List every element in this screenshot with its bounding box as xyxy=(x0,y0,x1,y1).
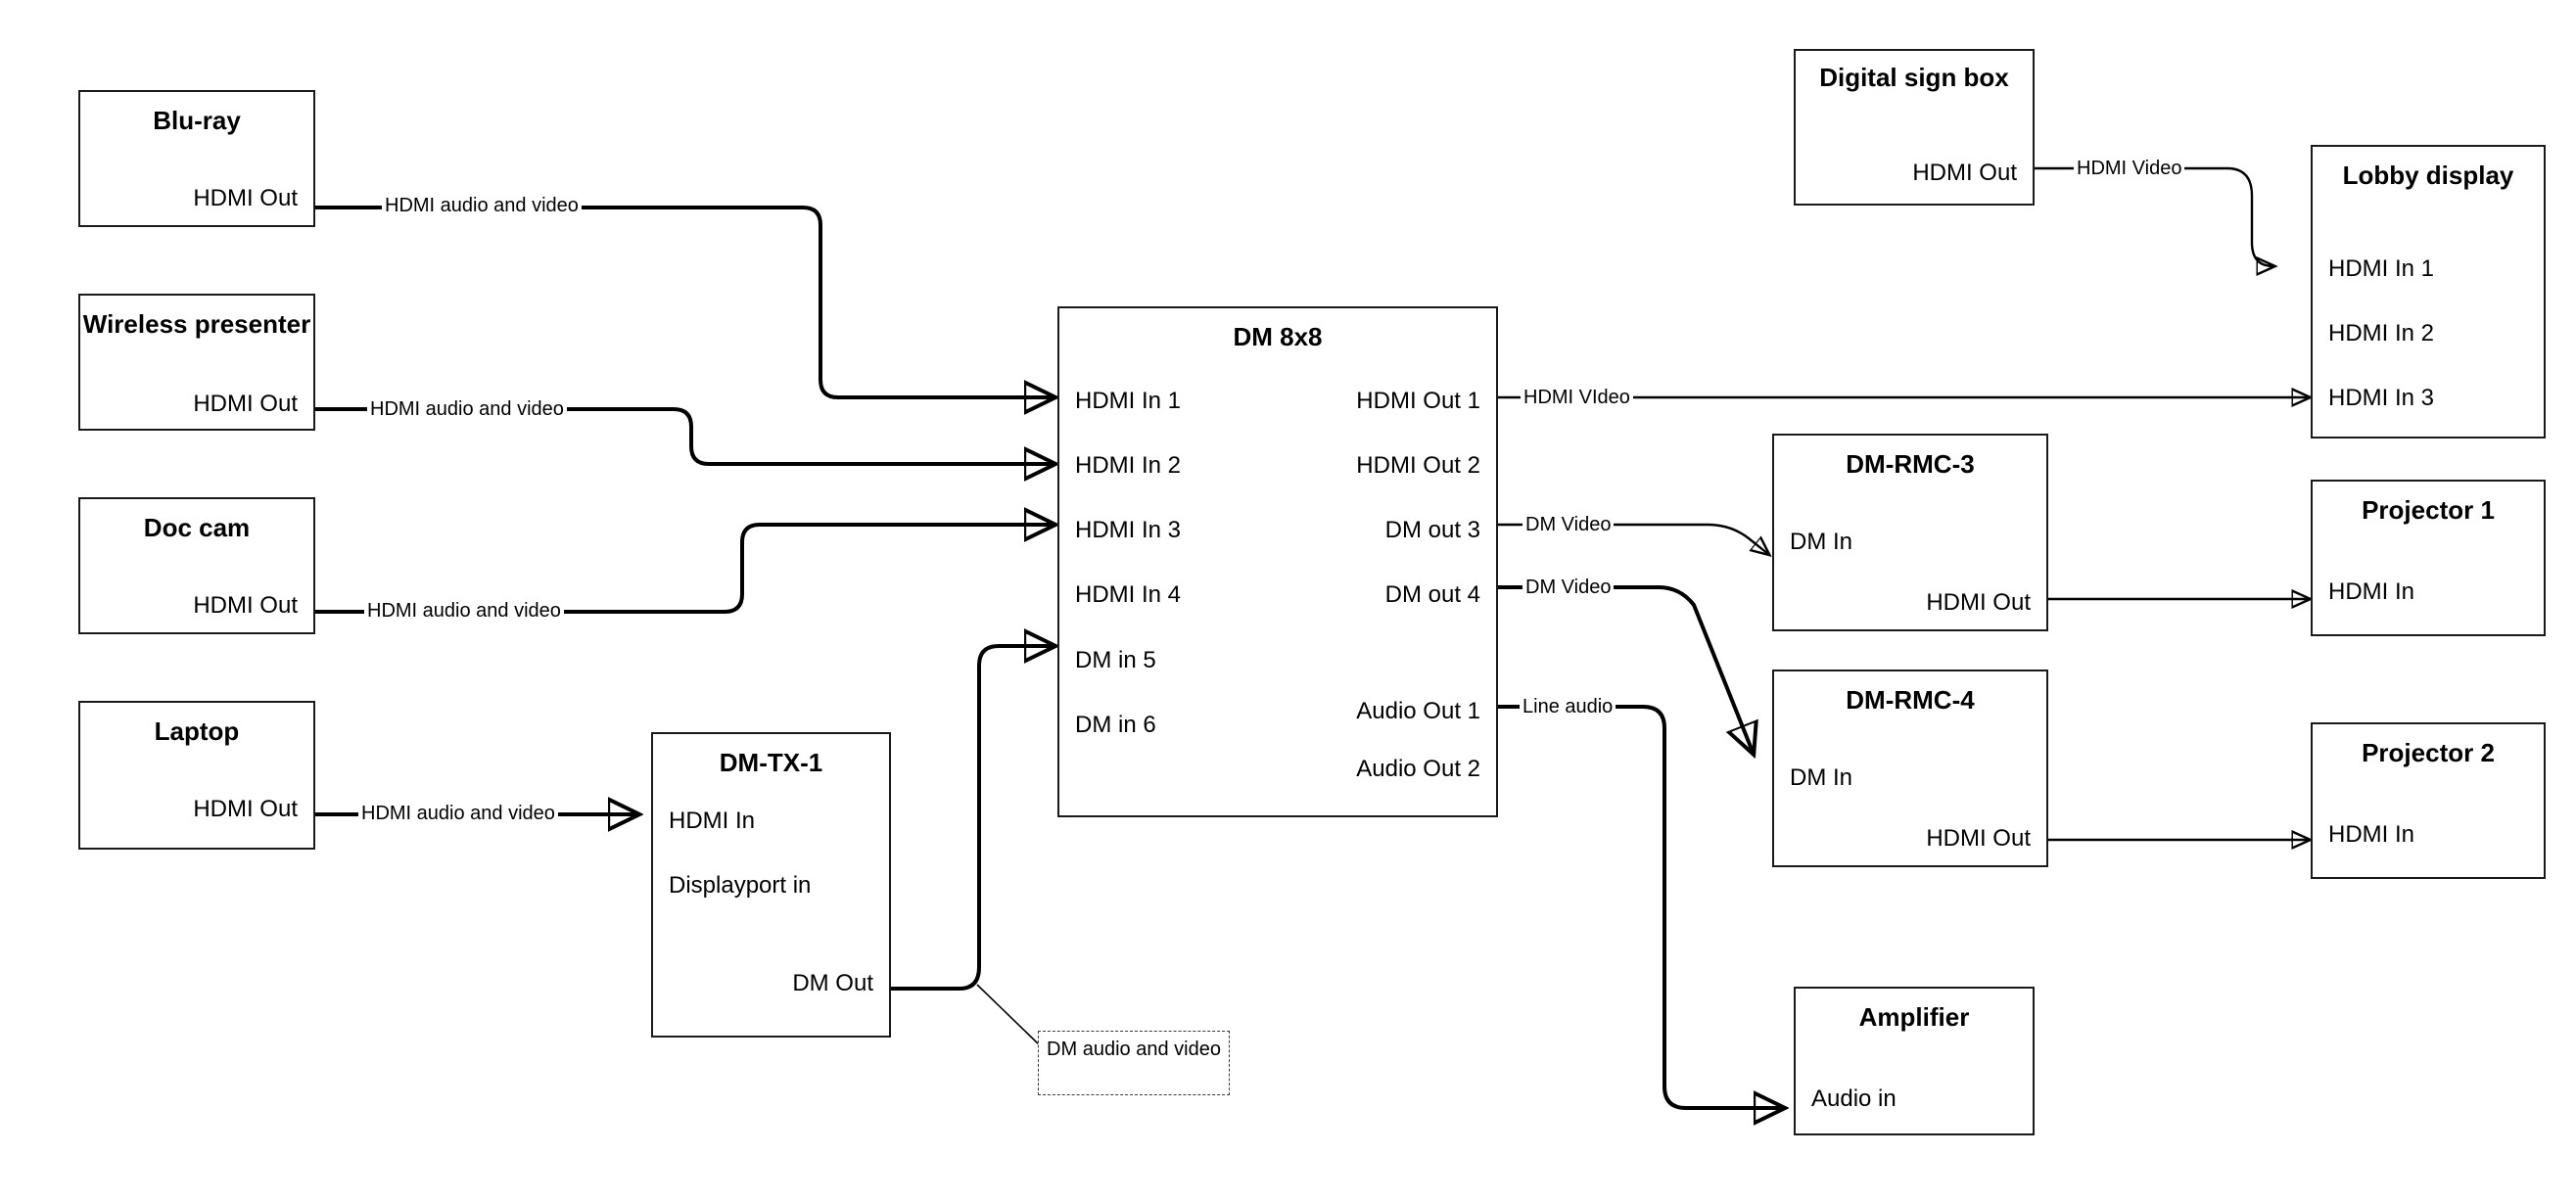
port-audio-in: Audio in xyxy=(1811,1086,1897,1112)
node-dm-rmc-3[interactable] xyxy=(1772,434,2048,631)
port-hdmi-in: HDMI In xyxy=(669,808,756,834)
port-hdmi-in: HDMI In xyxy=(2328,821,2415,848)
port-hdmi-out-2: HDMI Out 2 xyxy=(1356,452,1480,479)
node-bluray[interactable] xyxy=(78,90,315,227)
port-hdmi-in-4: HDMI In 4 xyxy=(1075,581,1182,608)
edge-label-doccam-to-dm: HDMI audio and video xyxy=(364,599,564,624)
node-title: Blu-ray xyxy=(153,106,241,135)
node-laptop[interactable] xyxy=(78,701,315,850)
port-hdmi-out: HDMI Out xyxy=(193,592,298,619)
port-hdmi-in-3: HDMI In 3 xyxy=(1075,517,1182,543)
node-dm-rmc-4[interactable] xyxy=(1772,670,2048,867)
node-title: Laptop xyxy=(154,716,240,746)
node-title: DM-RMC-4 xyxy=(1846,685,1975,715)
edge-label-bluray-to-dm: HDMI audio and video xyxy=(382,194,582,218)
node-title: Lobby display xyxy=(2342,161,2514,190)
node-wireless-presenter[interactable] xyxy=(78,294,315,431)
port-dm-in-6: DM in 6 xyxy=(1075,712,1156,738)
port-hdmi-in-2: HDMI In 2 xyxy=(2328,320,2435,346)
port-dm-out-4: DM out 4 xyxy=(1384,581,1480,608)
port-hdmi-out: HDMI Out xyxy=(193,391,298,417)
edge-label-wireless-to-dm: HDMI audio and video xyxy=(367,397,567,422)
port-hdmi-out: HDMI Out xyxy=(1912,160,2017,186)
port-dm-out-3: DM out 3 xyxy=(1384,517,1480,543)
node-projector-1[interactable] xyxy=(2311,480,2546,636)
node-title: Amplifier xyxy=(1858,1002,1970,1032)
port-hdmi-out: HDMI Out xyxy=(1926,589,2031,616)
port-displayport-in: Displayport in xyxy=(669,872,812,899)
node-title: Digital sign box xyxy=(1819,63,2009,92)
port-hdmi-in-1: HDMI In 1 xyxy=(2328,255,2435,282)
edge-label-signbox-to-lobby: HDMI Video xyxy=(2074,157,2184,181)
node-title: Projector 1 xyxy=(2362,495,2495,525)
node-dm-8x8[interactable] xyxy=(1057,306,1498,817)
edge-label-dm-to-amp: Line audio xyxy=(1520,695,1616,719)
port-dm-in-5: DM in 5 xyxy=(1075,647,1156,673)
node-amplifier[interactable] xyxy=(1794,987,2035,1135)
edge-label-dm-to-lobby: HDMI VIdeo xyxy=(1521,386,1633,410)
node-title: Doc cam xyxy=(143,513,251,542)
node-title: Projector 2 xyxy=(2362,738,2495,767)
port-hdmi-out: HDMI Out xyxy=(193,796,298,822)
node-title: DM-TX-1 xyxy=(719,748,823,777)
node-doc-cam[interactable] xyxy=(78,497,315,634)
edge-label-laptop-to-tx: HDMI audio and video xyxy=(358,802,558,826)
port-hdmi-in-2: HDMI In 2 xyxy=(1075,452,1182,479)
port-dm-out: DM Out xyxy=(792,970,873,996)
port-hdmi-out: HDMI Out xyxy=(193,185,298,211)
edge-label-dm-to-rmc3: DM Video xyxy=(1522,513,1614,537)
port-audio-out-2: Audio Out 2 xyxy=(1356,756,1480,782)
node-projector-2[interactable] xyxy=(2311,722,2546,879)
port-hdmi-in: HDMI In xyxy=(2328,578,2415,605)
port-dm-in: DM In xyxy=(1790,529,1853,555)
port-hdmi-in-3: HDMI In 3 xyxy=(2328,385,2435,411)
port-hdmi-out-1: HDMI Out 1 xyxy=(1356,388,1480,414)
node-digital-sign-box[interactable] xyxy=(1794,49,2035,206)
edge-label-dm-to-rmc4: DM Video xyxy=(1522,576,1614,600)
node-dm-tx-1[interactable] xyxy=(651,732,891,1038)
node-lobby-display[interactable] xyxy=(2311,145,2546,439)
note-dm-audio-and-video: DM audio and video xyxy=(1038,1031,1230,1095)
port-audio-out-1: Audio Out 1 xyxy=(1356,698,1480,724)
port-hdmi-in-1: HDMI In 1 xyxy=(1075,388,1182,414)
port-dm-in: DM In xyxy=(1790,764,1853,791)
port-hdmi-out: HDMI Out xyxy=(1926,825,2031,852)
node-title: Wireless presenter xyxy=(82,309,311,339)
node-title: DM-RMC-3 xyxy=(1846,449,1975,479)
node-title: DM 8x8 xyxy=(1233,322,1323,351)
